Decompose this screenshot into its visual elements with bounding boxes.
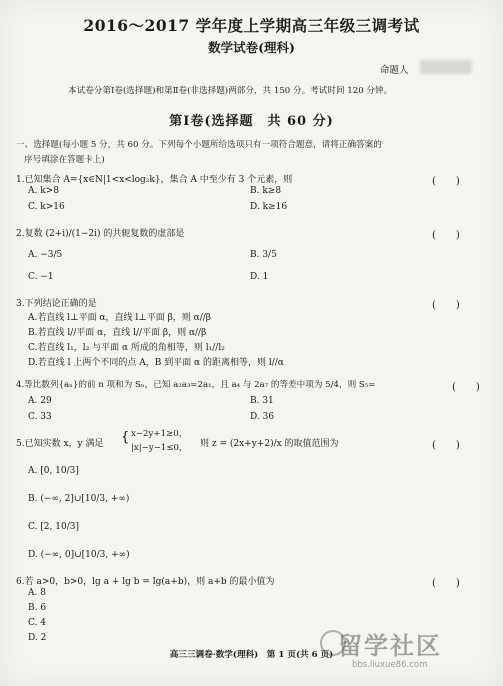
option-b: B. 3/5 <box>250 250 277 260</box>
option-b: B. 6 <box>28 603 47 613</box>
option-c: C. k>16 <box>28 202 65 212</box>
option-d: D. 1 <box>250 272 269 282</box>
watermark-url: bbs.liuxue86.com <box>352 660 428 670</box>
system-inequality-1: x−2y+1≥0， <box>131 429 188 439</box>
exam-subtitle: 数学试卷(理科) <box>208 40 295 55</box>
question-stem: 5.已知实数 x，y 满足 <box>16 439 104 449</box>
option-a: A. −3/5 <box>28 250 63 260</box>
option-d: D.若直线 l 上两个不同的点 A，B 到平面 α 的距离相等，则 l//α <box>28 358 284 368</box>
answer-bracket: ( ) <box>432 300 460 311</box>
option-d: D. (−∞, 0]∪[10/3, +∞) <box>28 550 130 560</box>
option-d: D. 36 <box>250 412 275 422</box>
question-stem: 4.等比数列{aₙ}的前 n 项和为 Sₙ，已知 a₂a₃=2a₁，且 a₄ 与 2a₇ 的等差中项为 5/4，则 S₅= <box>16 380 376 390</box>
question-stem: 1.已知集合 A={x∈N|1<x<log₂k}，集合 A 中至少有 3 个元素，则 <box>16 175 293 185</box>
author-label: 命题人 <box>380 65 409 76</box>
option-c: C. −1 <box>28 272 54 282</box>
option-d: D. 2 <box>28 633 47 643</box>
option-a: A. [0, 10/3] <box>28 466 79 476</box>
answer-bracket: ( ) <box>432 230 460 241</box>
answer-bracket: ( ) <box>432 578 460 589</box>
exam-title: 2016～2017 学年度上学期高三年级三调考试 <box>83 16 420 35</box>
option-a: A. 8 <box>28 588 46 598</box>
option-c: C.若直线 l₁，l₂ 与平面 α 所成的角相等，则 l₁//l₂ <box>28 343 225 353</box>
exam-intro: 本试卷分第Ⅰ卷(选择题)和第Ⅱ卷(非选择题)两部分，共 150 分。考试时间 120 分钟。 <box>68 86 393 96</box>
redacted-author-name <box>420 60 472 74</box>
question-stem: 2.复数 (2+i)/(1−2i) 的共轭复数的虚部是 <box>16 229 185 239</box>
question-stem-continued: 则 z = (2x+y+2)/x 的取值范围为 <box>200 439 339 449</box>
answer-bracket: ( ) <box>452 382 480 393</box>
question-stem: 6.若 a>0，b>0，lg a + lg b = lg(a+b)，则 a+b 的最小值为 <box>16 577 275 587</box>
option-c: C. 4 <box>28 618 47 628</box>
option-a: A. k>8 <box>28 186 59 196</box>
question-stem: 3.下列结论正确的是 <box>16 299 97 309</box>
system-inequality-2: |x|−y−1≤0， <box>131 443 188 453</box>
option-b: B. (−∞, 2]∪[10/3, +∞) <box>28 494 130 504</box>
answer-bracket: ( ) <box>432 440 460 451</box>
option-a: A.若直线 l⊥平面 α，直线 l⊥平面 β，则 α//β <box>28 313 211 323</box>
option-b: B. 31 <box>250 396 274 406</box>
part-title: 第Ⅰ卷(选择题 共 60 分) <box>169 114 334 129</box>
option-d: D. k≥16 <box>250 202 288 212</box>
option-c: C. [2, 10/3] <box>28 522 79 532</box>
option-c: C. 33 <box>28 412 52 422</box>
page-footer: 高三三调卷·数学(理科) 第 1 页(共 6 页) <box>169 650 334 660</box>
brace-glyph: { <box>121 430 130 445</box>
answer-bracket: ( ) <box>432 176 460 187</box>
option-b: B. k≥8 <box>250 186 282 196</box>
section-instructions-line2: 序号填涂在答题卡上) <box>24 155 105 165</box>
option-b: B.若直线 l//平面 α，直线 l//平面 β，则 α//β <box>28 328 207 338</box>
watermark-text: 留学社区 <box>338 632 442 660</box>
section-instructions-line1: 一、选择题(每小题 5 分，共 60 分。下列每个小题所给选项只有一项符合题意，请将正确答案的 <box>16 140 382 150</box>
option-a: A. 29 <box>28 396 52 406</box>
